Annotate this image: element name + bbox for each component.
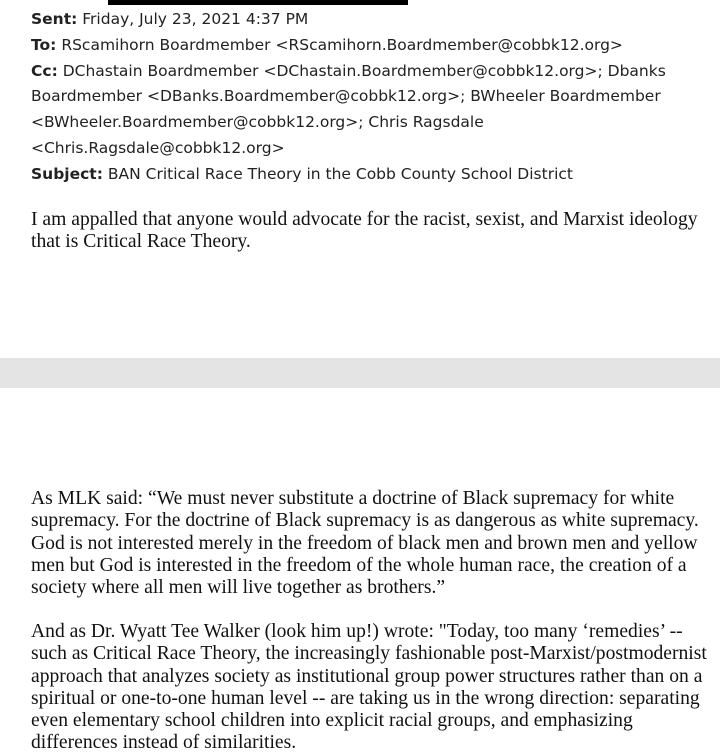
sent-row [31,7,691,33]
email-header [31,7,691,188]
mlk-quote-paragraph: As MLK said: “We must never substitute a doctrine of Black supremacy for white supremacy. For the doctrine of Black supremacy is as dangerous as white supremacy. God is not interested merely in the freedom of black men and brown men and yellow men but God is interested in the freedom of the whole human race, the creation of a society where all men will live together as brothers.” [31,488,699,599]
cc-row [31,59,691,162]
intro-paragraph: I am appalled that anyone would advocate for the racist, sexist, and Marxist ideology that is Critical Race Theory. [31,209,698,253]
redaction-bar [108,0,408,5]
subject-value: BAN Critical Race Theory in the Cobb County School District [107,164,573,183]
page-divider [0,358,720,388]
subject-row [31,162,691,188]
sent-label: Sent: [31,10,78,28]
subject-label: Subject: [31,164,103,183]
cc-label: Cc: [31,61,58,80]
cc-value: DChastain Boardmember <DChastain.Boardmember@cobbk12.org>; Dbanks Boardmember <DBanks.Boardmember@cobbk12.org>; BWheeler Boardmember <BWheeler.Boardmember@cobbk12.org>; Chris Ragsdale <Chris.Ragsdale@cobbk12.org> [31,61,666,157]
to-label: To: [31,35,57,54]
to-value: RScamihorn Boardmember <RScamihorn.Boardmember@cobbk12.org> [61,35,623,54]
sent-value: Friday, July 23, 2021 4:37 PM [82,10,309,28]
to-row [31,33,691,59]
walker-quote-paragraph: And as Dr. Wyatt Tee Walker (look him up!) wrote: "Today, too many ‘remedies’ -- such as Critical Race Theory, the increasingly fashionable post-Marxist/postmodernist approach that analyzes society as institutional group power structures rather than on a spiritual or one-to-one human level -- are taking us in the wrong direction: separating even elementary school children into explicit racial groups, and emphasizing differences instead of similarities. [31,621,707,754]
